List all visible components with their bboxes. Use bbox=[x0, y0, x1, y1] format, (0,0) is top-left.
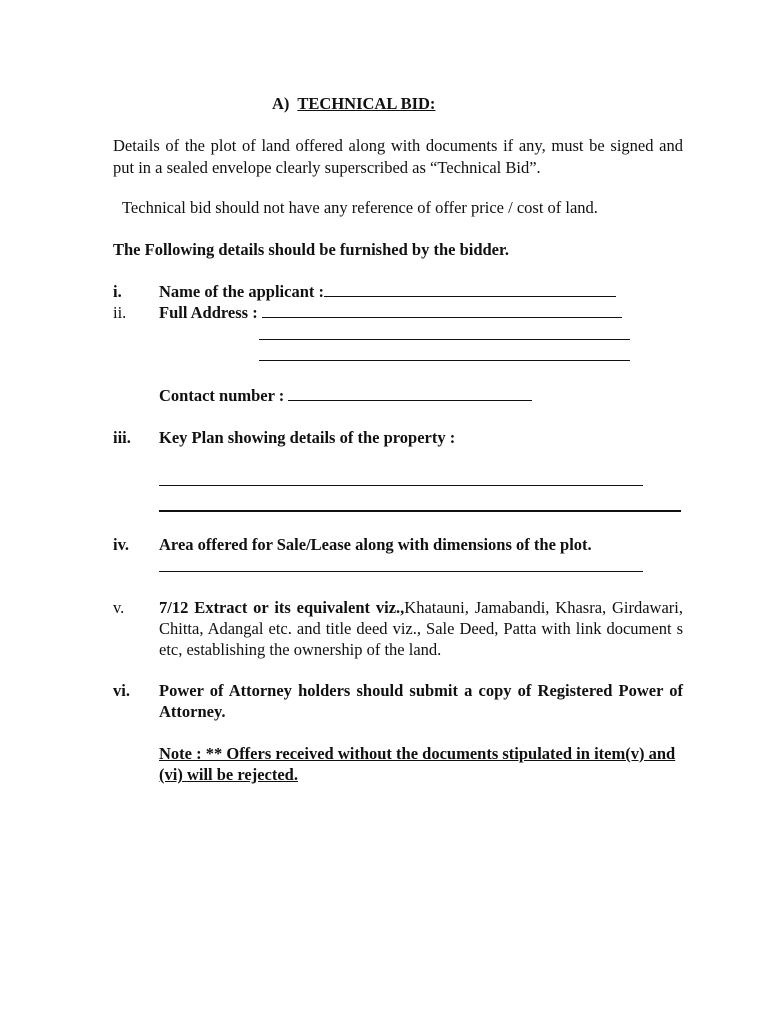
contact-number-blank bbox=[288, 386, 532, 401]
item-number-ii: ii. bbox=[113, 303, 127, 322]
applicant-name-label: Name of the applicant : bbox=[159, 282, 324, 301]
rejection-note: Note : ** Offers received without the documents stipulated in item(v) and (vi) will be rejected. bbox=[159, 744, 676, 784]
key-plan-label: Key Plan showing details of the property : bbox=[159, 428, 456, 447]
key-plan-blank-1 bbox=[159, 485, 643, 486]
item-number-vi: vi. bbox=[113, 681, 130, 700]
details-heading: The Following details should be furnished by the bidder. bbox=[113, 240, 509, 259]
applicant-name-blank bbox=[324, 282, 616, 297]
section-marker: A) bbox=[272, 94, 290, 113]
extract-item-rest: Khatauni, Jamabandi, Khasra, Girdawari, Chitta, Adangal etc. and title deed viz., Sale Deed, Patta with link document s etc, establishing the ownership of the land. bbox=[159, 598, 684, 659]
section-heading bbox=[272, 94, 435, 114]
full-address-blank-2 bbox=[259, 339, 630, 340]
area-offered-label: Area offered for Sale/Lease along with dimensions of the plot. bbox=[159, 535, 592, 554]
power-of-attorney-text: Power of Attorney holders should submit a copy of Registered Power of Attorney. bbox=[159, 681, 683, 721]
extract-item-text bbox=[159, 597, 683, 660]
area-offered-blank bbox=[159, 571, 643, 572]
section-title: TECHNICAL BID: bbox=[297, 94, 436, 113]
contact-number-label: Contact number : bbox=[159, 386, 289, 405]
item-number-iv: iv. bbox=[113, 535, 130, 554]
full-address-blank-3 bbox=[259, 360, 630, 361]
item-full-address bbox=[159, 303, 622, 323]
full-address-label: Full Address : bbox=[159, 303, 262, 322]
item-contact-number bbox=[159, 386, 532, 406]
intro-paragraph: Details of the plot of land offered along with documents if any, must be signed and put in a sealed envelope clearly superscribed as “Technical Bid”. bbox=[113, 136, 683, 177]
extract-item-bold: 7/12 Extract or its equivalent viz., bbox=[159, 598, 405, 617]
reference-note: Technical bid should not have any reference of offer price / cost of land. bbox=[122, 198, 598, 217]
full-address-blank-1 bbox=[262, 303, 622, 318]
item-number-i: i. bbox=[113, 282, 122, 301]
item-applicant-name bbox=[159, 282, 616, 302]
key-plan-blank-2 bbox=[159, 510, 681, 512]
item-number-v: v. bbox=[113, 598, 125, 617]
item-number-iii: iii. bbox=[113, 428, 131, 447]
